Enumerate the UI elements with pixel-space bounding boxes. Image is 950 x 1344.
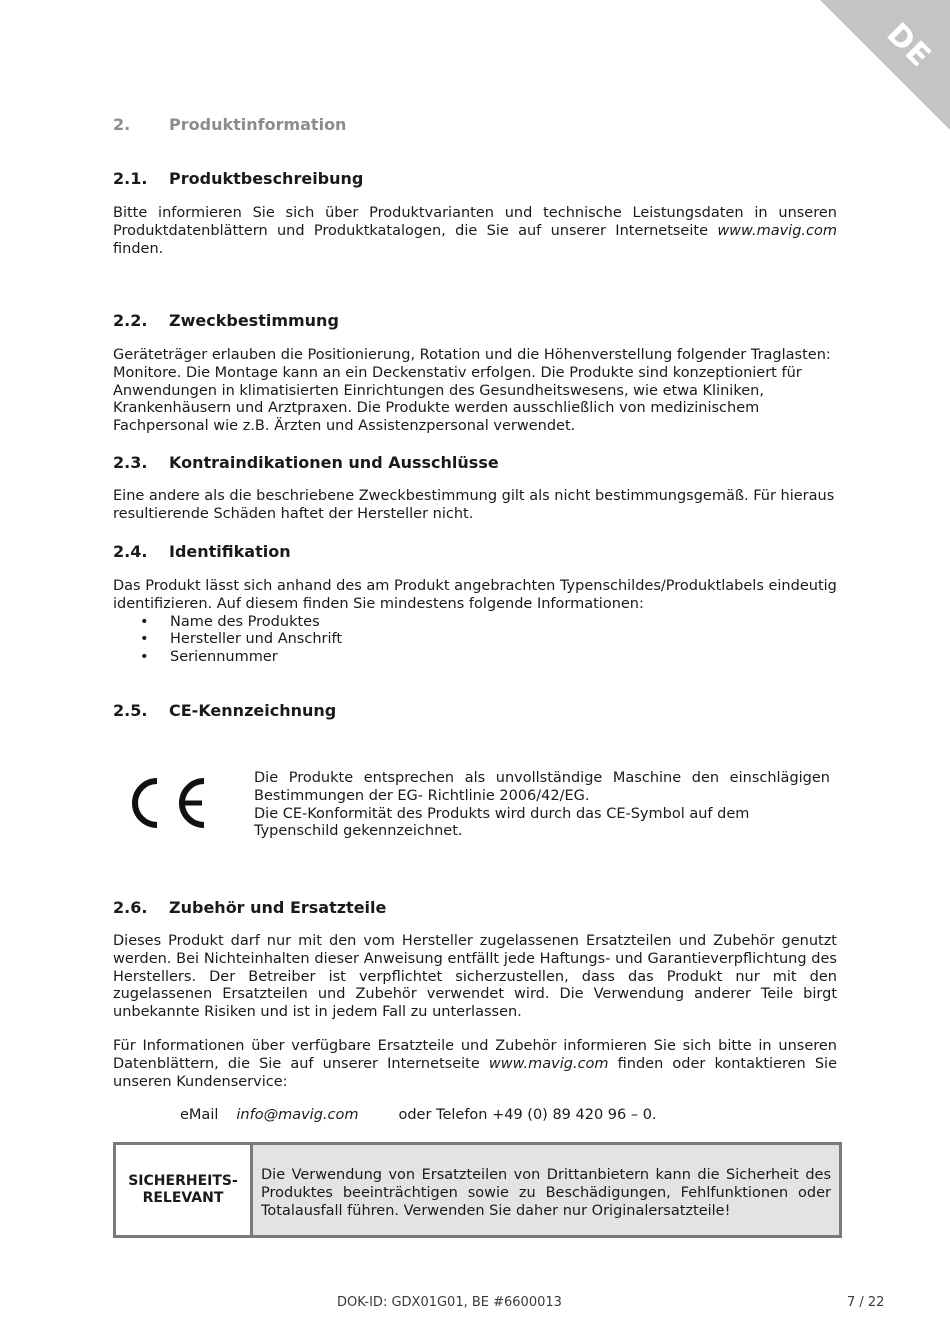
paragraph-zubehoer-1: Dieses Produkt darf nur mit den vom Hersteller zugelassenen Ersatzteilen und Zubehör genutzt werden. Bei Nichteinhalten dieser Anweisung entfällt jede Haftungs- und Garantieverpflichtung des Herstellers. Der Betreiber ist verpflichtet sicherzustellen, dass das Produkt nur mit den zugelassenen Ersatzteilen und Zubehör verwendet wird. Die Verwendung anderer Teile birgt unbekannte Risiken und ist in jedem Fall zu unterlassen. bbox=[113, 933, 837, 1021]
corner-triangle bbox=[820, 0, 950, 130]
ce-text-1: Die Produkte entsprechen als unvollständige Maschine den einschlägigen Bestimmungen der EG- Richtlinie 2006/42/EG. bbox=[254, 770, 830, 804]
mail-label: eMail bbox=[180, 1107, 219, 1123]
email-link[interactable]: info@mavig.com bbox=[236, 1107, 359, 1123]
phone-text: oder Telefon +49 (0) 89 420 96 – 0. bbox=[398, 1107, 657, 1123]
heading-number: 2.2. bbox=[113, 311, 148, 330]
safety-label-line: SICHERHEITS- bbox=[128, 1173, 238, 1189]
heading-2-1 bbox=[113, 169, 363, 188]
language-corner bbox=[820, 0, 950, 130]
document-id: DOK-ID: GDX01G01, BE #6600013 bbox=[337, 1295, 562, 1310]
paragraph-identifikation bbox=[113, 578, 837, 667]
heading-2-6 bbox=[113, 898, 386, 917]
ce-mark-icon bbox=[128, 774, 210, 832]
ce-text-2: Die CE-Konformität des Produkts wird durch das CE-Symbol auf dem Typenschild gekennzeichnet. bbox=[254, 805, 750, 840]
heading-number: 2.3. bbox=[113, 453, 148, 472]
list-item: • Seriennummer bbox=[113, 649, 837, 667]
paragraph-zweckbestimmung: Geräteträger erlauben die Positionierung, Rotation und die Höhenverstellung folgender Traglasten: Monitore. Die Montage kann an ein Deckenstativ erfolgen. Die Produkte sind konzeptioniert für Anwendungen in klimatisierten Einrichtungen des Gesundheitswesens, wie etwa Kliniken, Krankenhäusern und Arztpraxen. Die Produkte werden ausschließlich von medizinischem Fachpersonal wie z.B. Ärzten und Assistenzpersonal verwendet. bbox=[113, 347, 831, 435]
safety-label bbox=[116, 1145, 250, 1235]
heading-2-5 bbox=[113, 701, 336, 720]
heading-2-2 bbox=[113, 311, 339, 330]
heading-title: Zubehör und Ersatzteile bbox=[169, 898, 387, 917]
text: Bitte informieren Sie sich über Produktvarianten und technische Leistungsdaten in unseren Produktdatenblättern und Produktkatalogen, die Sie auf unserer Internetseite bbox=[113, 205, 837, 239]
section-title: Produktinformation bbox=[169, 115, 347, 134]
section-heading-2 bbox=[113, 115, 346, 134]
ce-text-block bbox=[254, 770, 830, 841]
contact-line bbox=[180, 1107, 657, 1123]
identification-list bbox=[113, 614, 837, 667]
heading-title: Produktbeschreibung bbox=[169, 169, 364, 188]
heading-number: 2.4. bbox=[113, 542, 148, 561]
paragraph-zubehoer-2 bbox=[113, 1038, 837, 1091]
text: finden oder kontaktieren Sie unseren Kundenservice: bbox=[113, 1055, 837, 1090]
paragraph-kontraindikationen: Eine andere als die beschriebene Zweckbestimmung gilt als nicht bestimmungsgemäß. Für hieraus resultierende Schäden haftet der Hersteller nicht. bbox=[113, 488, 835, 522]
language-label: DE bbox=[879, 16, 938, 75]
heading-number: 2.6. bbox=[113, 898, 148, 917]
safety-warning-box bbox=[113, 1142, 842, 1238]
text: finden. bbox=[113, 240, 164, 257]
website-link[interactable]: www.mavig.com bbox=[717, 222, 837, 239]
safety-label-line: RELEVANT bbox=[142, 1190, 224, 1206]
heading-number: 2.5. bbox=[113, 701, 148, 720]
text: Für Informationen über verfügbare Ersatzteile und Zubehör informieren Sie sich bitte in unseren Datenblättern, die Sie auf unserer Internetseite bbox=[113, 1038, 837, 1072]
website-link[interactable]: www.mavig.com bbox=[488, 1055, 609, 1072]
list-item: • Name des Produktes bbox=[113, 614, 837, 632]
section-number: 2. bbox=[113, 115, 131, 134]
heading-title: CE-Kennzeichnung bbox=[169, 701, 337, 720]
page-number: 7 / 22 bbox=[847, 1295, 885, 1310]
heading-2-4 bbox=[113, 542, 291, 561]
heading-title: Kontraindikationen und Ausschlüsse bbox=[169, 453, 499, 472]
heading-number: 2.1. bbox=[113, 169, 148, 188]
paragraph-produktbeschreibung bbox=[113, 205, 837, 258]
identification-text: Das Produkt lässt sich anhand des am Produkt angebrachten Typenschildes/Produktlabels eindeutig identifizieren. Auf diesem finden Sie mindestens folgende Informationen: bbox=[113, 578, 837, 612]
safety-message: Die Verwendung von Ersatzteilen von Drittanbietern kann die Sicherheit des Produktes beeinträchtigen sowie zu Beschädigungen, Fehlfunktionen oder Totalausfall führen. Verwenden Sie daher nur Originalersatzteile! bbox=[253, 1145, 839, 1235]
heading-title: Zweckbestimmung bbox=[169, 311, 339, 330]
heading-2-3 bbox=[113, 453, 499, 472]
list-item: • Hersteller und Anschrift bbox=[113, 631, 837, 649]
heading-title: Identifikation bbox=[169, 542, 291, 561]
